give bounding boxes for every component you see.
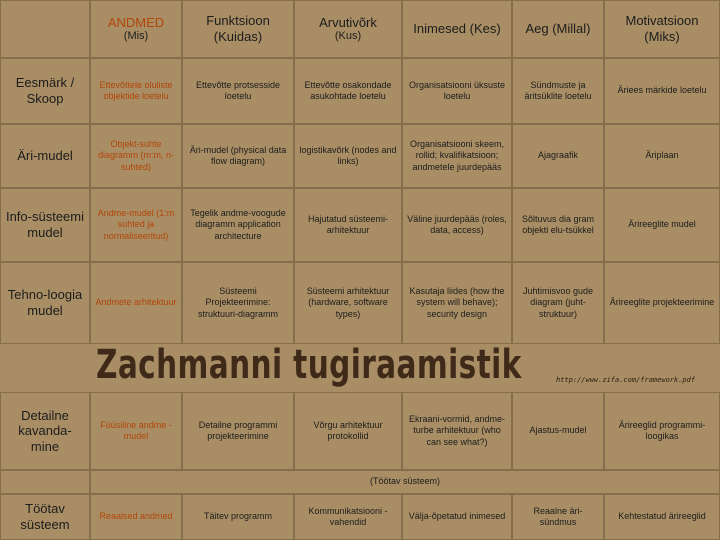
transition-spacer [0,470,90,494]
cell-scope-motivation: Äriees märkide loetelu [604,58,720,124]
cell-detail-network: Võrgu arhitektuur protokollid [294,392,402,470]
cell-system-network: Hajutatud süsteemi-arhitektuur [294,188,402,262]
col-header-sub: (Kus) [334,30,362,43]
cell-technology-time: Juhtimisvoo gude diagram (juht-struktuur) [512,262,604,344]
cell-business-motivation: Äriplaan [604,124,720,188]
cell-working-data: Reaalsed andmed [90,494,182,540]
cell-system-time: Sõltuvus dia gram objekti elu-tsükkel [512,188,604,262]
page-title: Zachmanni tugiraamistik [96,344,522,388]
cell-detail-function: Detailne programmi projekteerimine [182,392,294,470]
col-header-title: Inimesed (Kes) [413,21,501,37]
cell-business-network: logistikavõrk (nodes and links) [294,124,402,188]
col-header-data [90,0,182,58]
cell-business-data: Objekt-suhte diagramm (m:m, n-suhted) [90,124,182,188]
row-header-system-model: Info-süsteemi mudel [0,188,90,262]
cell-system-people: Väline juurdepääs (roles, data, access) [402,188,512,262]
cell-technology-people: Kasutaja liides (how the system will behave); security design [402,262,512,344]
cell-detail-time: Ajastus-mudel [512,392,604,470]
col-header-title: Aeg (Millal) [525,21,591,37]
col-header-people [402,0,512,58]
col-header-title: Arvutivõrk [319,14,377,30]
col-header-title: ANDMED [107,14,165,30]
row-header-working-system: Töötav süsteem [0,494,90,540]
col-header-title: Motivatsioon (Miks) [625,13,699,44]
cell-technology-function: Süsteemi Projekteerimine: struktuuri-diagramm [182,262,294,344]
cell-scope-data: Ettevõttele oluliste objektide loetelu [90,58,182,124]
corner-cell [0,0,90,58]
transition-label: (Töötav süsteem) [90,470,720,494]
cell-technology-network: Süsteemi arhitektuur (hardware, software types) [294,262,402,344]
col-header-time [512,0,604,58]
cell-system-motivation: Ärireeglite mudel [604,188,720,262]
title-band [0,344,720,392]
cell-detail-motivation: Ärireeglid programmi-loogikas [604,392,720,470]
cell-scope-function: Ettevõtte protsesside loetelu [182,58,294,124]
row-header-scope: Eesmärk / Skoop [0,58,90,124]
col-header-title: Funktsioon (Kuidas) [206,13,270,44]
cell-technology-motivation: Ärireeglite projekteerimine [604,262,720,344]
cell-detail-people: Ekraani-vormid, andme-turbe arhitektuur (who can see what?) [402,392,512,470]
row-header-detailed-design: Detailne kavanda-mine [0,392,90,470]
col-header-function [182,0,294,58]
cell-detail-data: Füüsiline andme -mudel [90,392,182,470]
cell-working-people: Välja-õpetatud inimesed [402,494,512,540]
col-header-network [294,0,402,58]
row-header-technology-model: Tehno-loogia mudel [0,262,90,344]
cell-system-function: Tegelik andme-voogude diagramm application architecture [182,188,294,262]
cell-working-motivation: Kehtestatud ärireeglid [604,494,720,540]
col-header-motivation [604,0,720,58]
cell-scope-time: Sündmuste ja äritsüklite loetelu [512,58,604,124]
cell-scope-network: Ettevõtte osakondade asukohtade loetelu [294,58,402,124]
source-url: http://www.zifa.com/framework.pdf [556,376,696,384]
cell-working-function: Täitev programm [182,494,294,540]
cell-working-network: Kommunikatsiooni - vahendid [294,494,402,540]
cell-system-data: Andme-mudel (1:m suhted ja normaliseeritud) [90,188,182,262]
cell-business-people: Organisatsiooni skeem, rollid; kvalifikatsioon; andmetele juurdepääs [402,124,512,188]
cell-business-time: Ajagraafik [512,124,604,188]
cell-scope-people: Organisatsiooni üksuste loetelu [402,58,512,124]
col-header-sub: (Mis) [123,30,149,43]
row-header-business-model: Äri-mudel [0,124,90,188]
cell-technology-data: Andmete arhitektuur [90,262,182,344]
cell-working-time: Reaalne äri-sündmus [512,494,604,540]
cell-business-function: Äri-mudel (physical data flow diagram) [182,124,294,188]
